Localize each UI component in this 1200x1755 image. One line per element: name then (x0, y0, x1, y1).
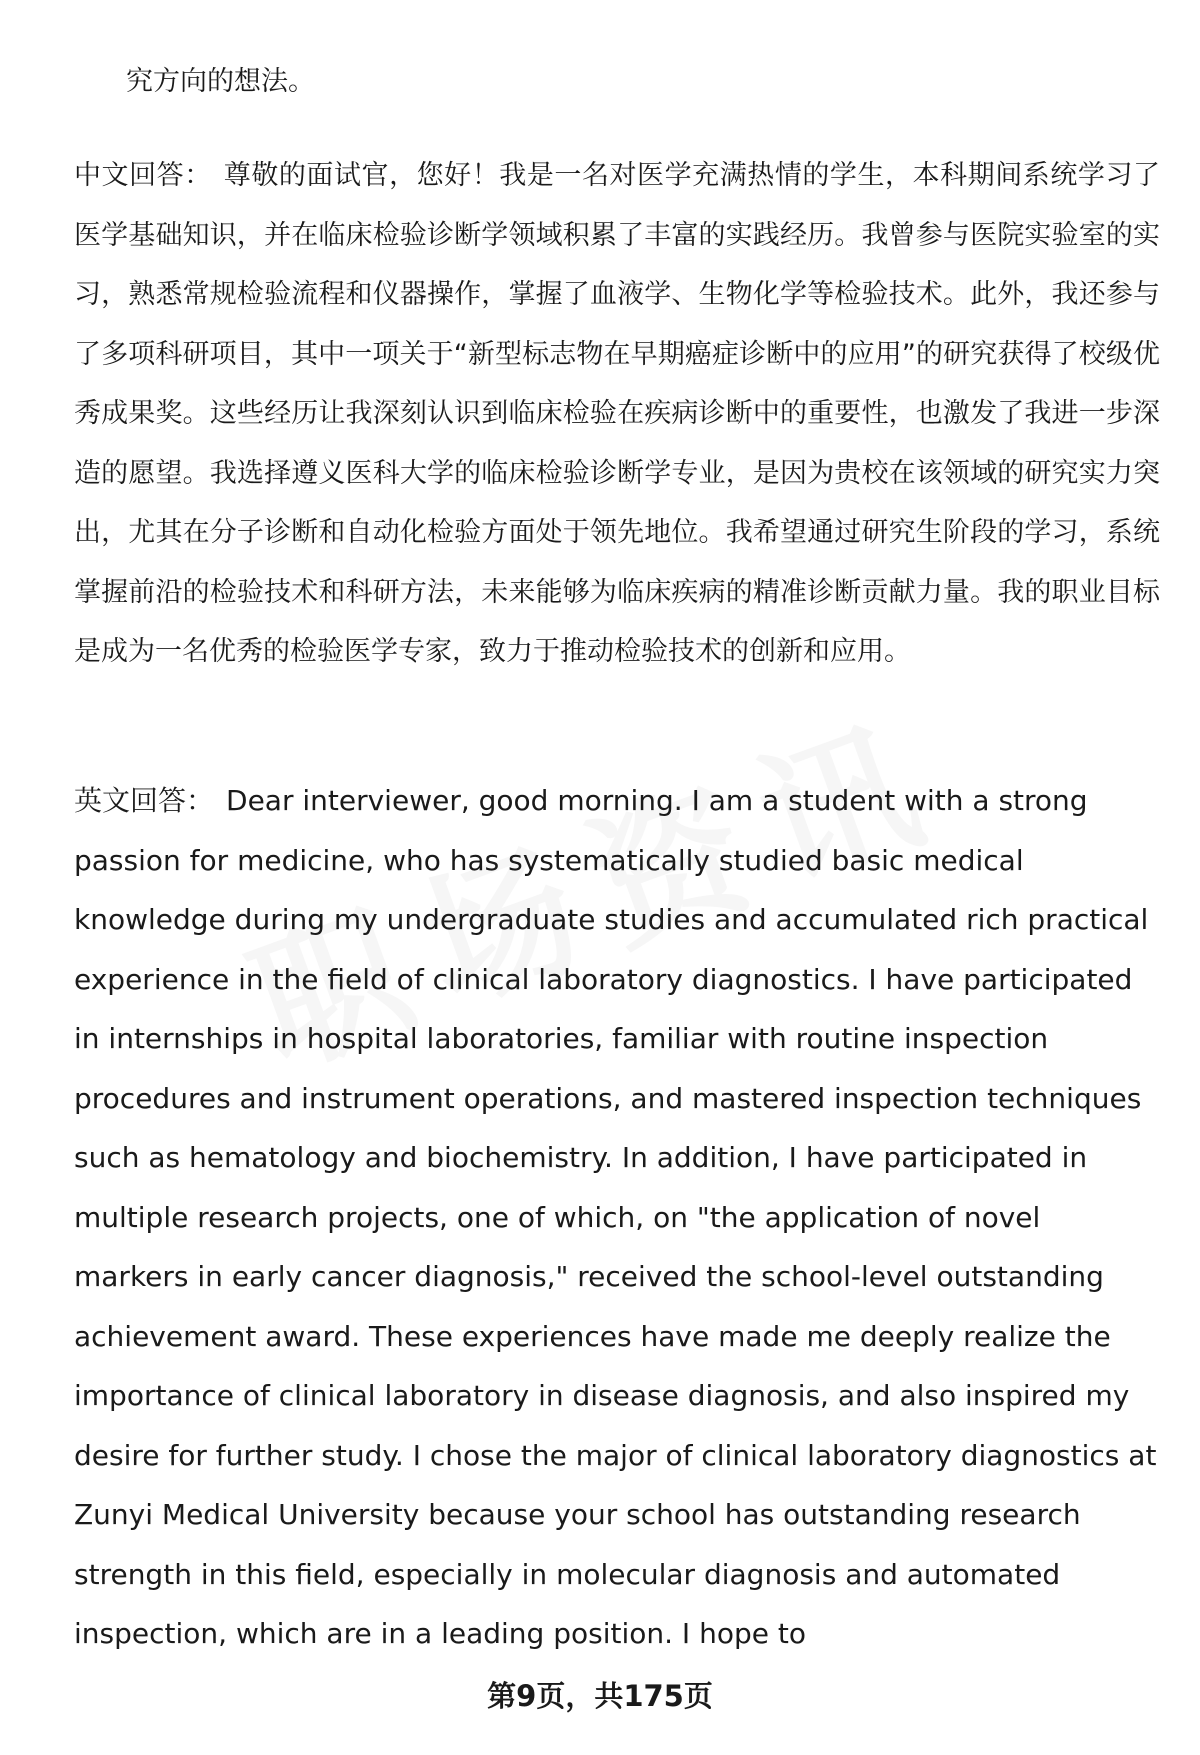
chinese-answer-paragraph (74, 146, 1160, 682)
english-answer-text: Dear interviewer, good morning. I am a student with a strong passion for medicine, who has systematically studied basic medical knowledge during my undergraduate studies and accumulated rich practical experience in the field of clinical laboratory diagnostics. I have participated in internships in hospital laboratories, familiar with routine inspection procedures and instrument operations, and mastered inspection techniques such as hematology and biochemistry. In addition, I have participated in multiple research projects, one of which, on "the application of novel markers in early cancer diagnosis," received the school-level outstanding achievement award. These experiences have made me deeply realize the importance of clinical laboratory in disease diagnosis, and also inspired my desire for further study. I chose the major of clinical laboratory diagnostics at Zunyi Medical University because your school has outstanding research strength in this field, especially in molecular diagnosis and automated inspection, which are in a leading position. I hope to (74, 784, 1157, 1650)
continuation-text: 究方向的想法。 (126, 66, 315, 97)
page-number-footer: 第9页，共175页 (487, 1679, 713, 1713)
english-answer-label: 英文回答： (74, 784, 215, 817)
english-answer-paragraph (74, 771, 1160, 1664)
chinese-answer-text: 尊敬的面试官，您好！我是一名对医学充满热情的学生，本科期间系统学习了医学基础知识，并在临床检验诊断学领域积累了丰富的实践经历。我曾参与医院实验室的实习，熟悉常规检验流程和仪器操作，掌握了血液学、生物化学等检验技术。此外，我还参与了多项科研项目，其中一项关于“新型标志物在早期癌症诊断中的应用”的研究获得了校级优秀成果奖。这些经历让我深刻认识到临床检验在疾病诊断中的重要性，也激发了我进一步深造的愿望。我选择遵义医科大学的临床检验诊断学专业，是因为贵校在该领域的研究实力突出，尤其在分子诊断和自动化检验方面处于领先地位。我希望通过研究生阶段的学习，系统掌握前沿的检验技术和科研方法，未来能够为临床疾病的精准诊断贡献力量。我的职业目标是成为一名优秀的检验医学专家，致力于推动检验技术的创新和应用。 (74, 160, 1161, 667)
chinese-answer-label: 中文回答： (74, 160, 212, 191)
